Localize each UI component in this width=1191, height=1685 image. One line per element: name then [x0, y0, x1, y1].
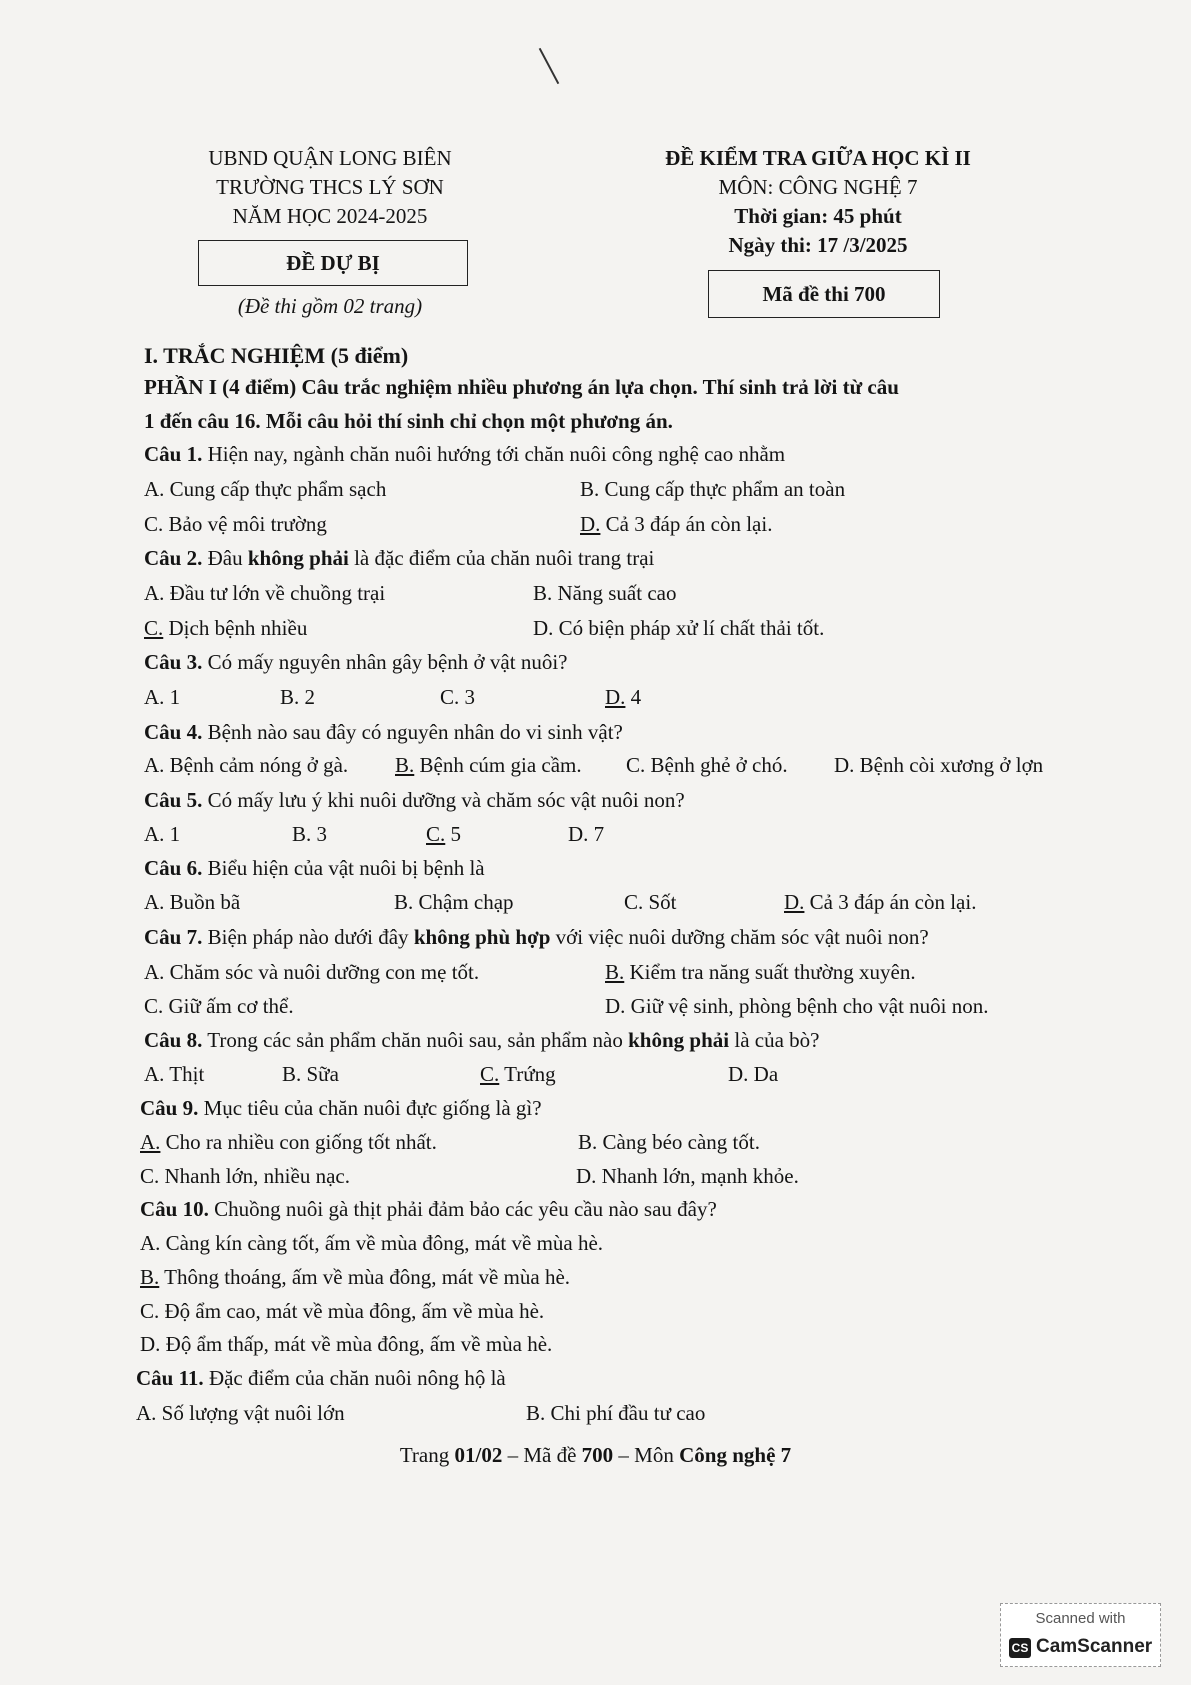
- part-title-line-2: 1 đến câu 16. Mỗi câu hỏi thí sinh chỉ chọn một phương án.: [144, 409, 673, 433]
- q3-option-a: A. 1: [144, 685, 181, 709]
- q6-option-d: D. Cả 3 đáp án còn lại.: [784, 890, 977, 914]
- q2-option-a: A. Đầu tư lớn về chuồng trại: [144, 581, 386, 605]
- question-3: Câu 3. Có mấy nguyên nhân gây bệnh ở vật nuôi?: [144, 650, 568, 674]
- q5-option-a: A. 1: [144, 822, 181, 846]
- exam-code-box: [708, 270, 940, 318]
- page-count-note: (Đề thi gồm 02 trang): [237, 294, 423, 318]
- question-5: Câu 5. Có mấy lưu ý khi nuôi dưỡng và chăm sóc vật nuôi non?: [144, 788, 685, 812]
- q10-option-a: A. Càng kín càng tốt, ấm về mùa đông, mát về mùa hè.: [140, 1231, 604, 1255]
- page-footer: Trang 01/02 – Mã đề 700 – Môn Công nghệ 7: [399, 1443, 792, 1467]
- question-10: Câu 10. Chuồng nuôi gà thịt phải đảm bảo các yêu cầu nào sau đây?: [140, 1197, 717, 1221]
- q4-option-c: C. Bệnh ghẻ ở chó.: [626, 753, 788, 777]
- q8-option-d: D. Da: [728, 1062, 779, 1086]
- q7-option-b: B. Kiểm tra năng suất thường xuyên.: [605, 960, 916, 984]
- question-11: Câu 11. Đặc điểm của chăn nuôi nông hộ là: [136, 1366, 506, 1390]
- watermark-brand: CamScanner: [1036, 1636, 1153, 1657]
- exam-type-label: ĐỀ DỰ BỊ: [286, 251, 380, 275]
- question-9: Câu 9. Mục tiêu của chăn nuôi đực giống là gì?: [140, 1096, 542, 1120]
- q7-option-d: D. Giữ vệ sinh, phòng bệnh cho vật nuôi non.: [605, 994, 989, 1018]
- q6-option-b: B. Chậm chạp: [394, 890, 514, 914]
- q11-option-a: A. Số lượng vật nuôi lớn: [136, 1401, 345, 1425]
- q6-option-a: A. Buồn bã: [144, 890, 241, 914]
- exam-code-label: Mã đề thi 700: [762, 282, 886, 306]
- q11-option-b: B. Chi phí đầu tư cao: [526, 1401, 706, 1425]
- question-8: Câu 8. Trong các sản phẩm chăn nuôi sau, sản phẩm nào không phải là của bò?: [144, 1028, 820, 1052]
- q2-option-d: D. Có biện pháp xử lí chất thải tốt.: [533, 616, 825, 640]
- exam-subject: MÔN: CÔNG NGHỆ 7: [718, 175, 918, 199]
- camscanner-watermark: [1000, 1603, 1161, 1667]
- pen-mark: [539, 48, 560, 84]
- q2-option-c: C. Dịch bệnh nhiều: [144, 616, 308, 640]
- exam-date: Ngày thi: 17 /3/2025: [728, 233, 908, 257]
- district-name: UBND QUẬN LONG BIÊN: [208, 146, 452, 170]
- q7-option-c: C. Giữ ấm cơ thể.: [144, 994, 294, 1018]
- q5-option-c: C. 5: [426, 822, 462, 846]
- q8-option-a: A. Thịt: [144, 1062, 205, 1086]
- q10-option-d: D. Độ ẩm thấp, mát về mùa đông, ấm về mùa hè.: [140, 1332, 553, 1356]
- watermark-caption: Scanned with: [1035, 1610, 1126, 1627]
- q8-option-c: C. Trứng: [480, 1062, 556, 1086]
- q9-option-b: B. Càng béo càng tốt.: [578, 1130, 760, 1154]
- q5-option-d: D. 7: [568, 822, 605, 846]
- q1-option-d: D. Cả 3 đáp án còn lại.: [580, 512, 773, 536]
- q9-option-d: D. Nhanh lớn, mạnh khỏe.: [576, 1164, 799, 1188]
- question-6: Câu 6. Biểu hiện của vật nuôi bị bệnh là: [144, 856, 485, 880]
- school-name: TRƯỜNG THCS LÝ SƠN: [216, 175, 444, 199]
- q1-option-a: A. Cung cấp thực phẩm sạch: [144, 477, 387, 501]
- question-4: Câu 4. Bệnh nào sau đây có nguyên nhân do vi sinh vật?: [144, 720, 623, 744]
- q10-option-c: C. Độ ẩm cao, mát về mùa đông, ấm về mùa hè.: [140, 1299, 545, 1323]
- section-title: I. TRẮC NGHIỆM (5 điểm): [144, 343, 409, 368]
- q5-option-b: B. 3: [292, 822, 328, 846]
- school-year: NĂM HỌC 2024-2025: [232, 204, 428, 228]
- q3-option-d: D. 4: [605, 685, 642, 709]
- q4-option-b: B. Bệnh cúm gia cầm.: [395, 753, 582, 777]
- exam-type-box: [198, 240, 468, 286]
- question-1: Câu 1. Hiện nay, ngành chăn nuôi hướng tới chăn nuôi công nghệ cao nhằm: [144, 442, 786, 466]
- question-7: Câu 7. Biện pháp nào dưới đây không phù hợp với việc nuôi dưỡng chăm sóc vật nuôi non?: [144, 925, 929, 949]
- exam-duration: Thời gian: 45 phút: [734, 204, 902, 228]
- part-title-line-1: PHẦN I (4 điểm) Câu trắc nghiệm nhiều phương án lựa chọn. Thí sinh trả lời từ câu: [144, 375, 899, 399]
- question-2: Câu 2. Đâu không phải là đặc điểm của chăn nuôi trang trại: [144, 546, 655, 570]
- q9-option-a: A. Cho ra nhiều con giống tốt nhất.: [140, 1130, 437, 1154]
- camscanner-logo-icon: CS: [1009, 1638, 1031, 1658]
- q10-option-b: B. Thông thoáng, ấm về mùa đông, mát về mùa hè.: [140, 1265, 571, 1289]
- q3-option-b: B. 2: [280, 685, 316, 709]
- q8-option-b: B. Sữa: [282, 1062, 339, 1086]
- q9-option-c: C. Nhanh lớn, nhiều nạc.: [140, 1164, 350, 1188]
- q6-option-c: C. Sốt: [624, 890, 677, 914]
- exam-title: ĐỀ KIỂM TRA GIỮA HỌC KÌ II: [665, 146, 971, 170]
- q1-option-c: C. Bảo vệ môi trường: [144, 512, 327, 536]
- q3-option-c: C. 3: [440, 685, 476, 709]
- q7-option-a: A. Chăm sóc và nuôi dưỡng con mẹ tốt.: [144, 960, 480, 984]
- q4-option-d: D. Bệnh còi xương ở lợn: [834, 753, 1044, 777]
- q4-option-a: A. Bệnh cảm nóng ở gà.: [144, 753, 349, 777]
- q1-option-b: B. Cung cấp thực phẩm an toàn: [580, 477, 846, 501]
- q2-option-b: B. Năng suất cao: [533, 581, 677, 605]
